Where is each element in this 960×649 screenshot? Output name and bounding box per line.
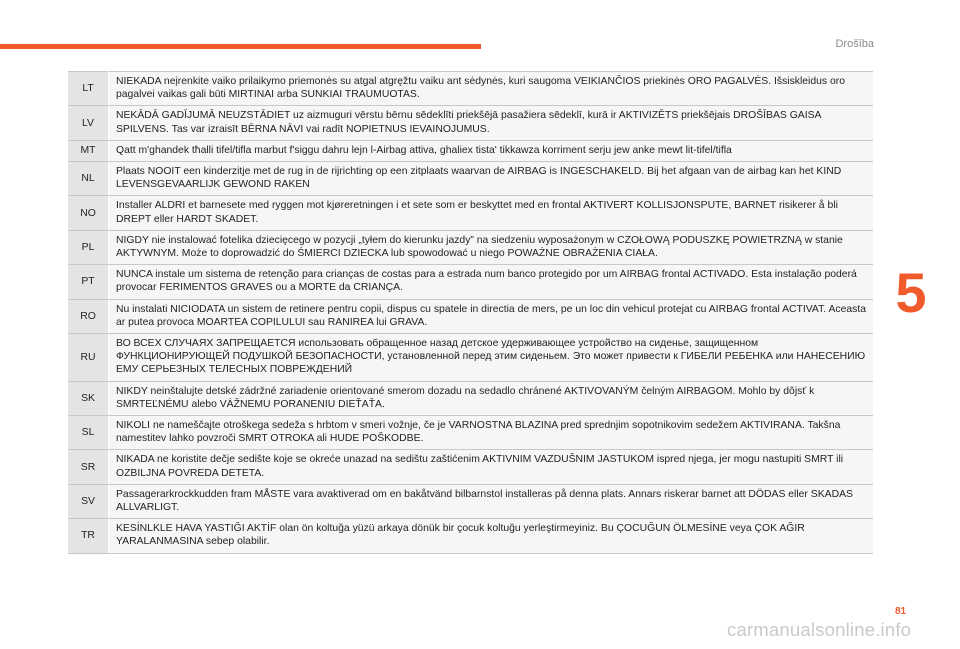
language-code: RO — [68, 299, 109, 333]
header-accent-bar — [0, 44, 481, 49]
warning-text: Plaats NOOIT een kinderzitje met de rug in de rijrichting op een zitplaats waarvan de AIRBAG is INGESCHAKELD. Bij het afgaan van de airbag kan het KIND LEVENSGEVAARLIJK GEWOND RAKEN — [109, 162, 874, 196]
table-row — [68, 72, 873, 106]
table-row — [68, 106, 873, 140]
language-code: SR — [68, 450, 109, 484]
warning-text: ВО ВСЕХ СЛУЧАЯХ ЗАПРЕЩАЕТСЯ использовать обращенное назад детское удерживающее устройство на сиденье, защищенном ФУНКЦИОНИРУЮЩЕЙ ПОДУШКОЙ БЕЗОПАСНОСТИ, установленной перед этим сиденьем. Это может привести к ГИБЕЛИ РЕБЕНКА или НАНЕСЕНИЮ ЕМУ СЕРЬЕЗНЫХ ТЕЛЕСНЫХ ПОВРЕЖДЕНИЙ — [109, 334, 874, 382]
table-row — [68, 450, 873, 484]
table-row — [68, 265, 873, 299]
table-row — [68, 381, 873, 415]
warning-text: NIKDY neinštalujte detské zádržné zariadenie orientované smerom dozadu na sedadlo chránené AKTIVOVANÝM čelným AIRBAGOM. Mohlo by dôjsť k SMRTEĽNÉMU alebo VÁŽNEMU PORANENIU DIEŤAŤA. — [109, 381, 874, 415]
language-code: LV — [68, 106, 109, 140]
warning-text: NIKADA ne koristite dečje sedište koje se okreće unazad na sedištu zaštićenim AKTIVNIM VAZDUŠNIM JASTUKOM ispred njega, jer mogu nastupiti SMRT ili OZBILJNA POVREDA DETETA. — [109, 450, 874, 484]
language-code: NO — [68, 196, 109, 230]
table-row — [68, 416, 873, 450]
language-code: RU — [68, 334, 109, 382]
warning-table-body — [68, 72, 873, 554]
language-code: PT — [68, 265, 109, 299]
table-row — [68, 196, 873, 230]
language-code: TR — [68, 519, 109, 553]
table-row — [68, 230, 873, 264]
table-row — [68, 299, 873, 333]
chapter-number: 5 — [895, 261, 927, 324]
language-code: NL — [68, 162, 109, 196]
warning-text: NIKOLI ne nameščajte otroškega sedeža s hrbtom v smeri vožnje, če je VARNOSTNA BLAZINA pred sprednjim sopotnikovim sedežem AKTIVIRANA. Takšna namestitev lahko povzroči SMRT OTROKA ali HUDE POŠKODBE. — [109, 416, 874, 450]
table-row — [68, 140, 873, 161]
section-title: Drošība — [835, 38, 874, 50]
table-row — [68, 484, 873, 518]
language-code: PL — [68, 230, 109, 264]
warning-text: Nu instalati NICIODATA un sistem de retinere pentru copii, dispus cu spatele in directia de mers, pe un loc din vehicul protejat cu AIRBAG frontal ACTIVAT. Aceasta ar putea provoca MOARTEA COPILULUI sau RANIREA lui GRAVA. — [109, 299, 874, 333]
warning-text: NEKĀDĀ GADĪJUMĀ NEUZSTĀDIET uz aizmuguri vērstu bērnu sēdeklīti priekšējā pasažiera sēdeklī, kurā ir AKTIVIZĒTS priekšējais DROŠĪBAS GAISA SPILVENS. Tas var izraisīt BĒRNA NĀVI vai radīt NOPIETNUS IEVAINOJUMUS. — [109, 106, 874, 140]
page-number: 81 — [895, 606, 907, 617]
language-code: SL — [68, 416, 109, 450]
table-row — [68, 519, 873, 553]
language-code: LT — [68, 72, 109, 106]
watermark: carmanualsonline.info — [727, 619, 912, 640]
airbag-warning-table — [68, 71, 873, 554]
warning-text: NUNCA instale um sistema de retenção para crianças de costas para a estrada num banco protegido por um AIRBAG frontal ACTIVADO. Esta instalação poderá provocar FERIMENTOS GRAVES ou a MORTE da CRIANÇA. — [109, 265, 874, 299]
language-code: SK — [68, 381, 109, 415]
warning-text: Passagerarkrockkudden fram MÅSTE vara avaktiverad om en bakåtvänd bilbarnstol installeras på denna plats. Annars riskerar barnet att DÖDAS eller SKADAS ALLVARLIGT. — [109, 484, 874, 518]
warning-text: NIEKADA neįrenkite vaiko prilaikymo priemonės su atgal atgręžtu vaiku ant sėdynės, kuri saugoma VEIKIANČIOS priekinės ORO PAGALVĖS. Išsiskleidus oro pagalvei vaikas gali būti MIRTINAI arba SUNKIAI TRAUMUOTAS. — [109, 72, 874, 106]
warning-text: NIGDY nie instalować fotelika dziecięcego w pozycji „tyłem do kierunku jazdy” na siedzeniu wyposażonym w CZOŁOWĄ PODUSZKĘ POWIETRZNĄ w stanie AKTYWNYM. Może to doprowadzić do ŚMIERCI DZIECKA lub spowodować u niego POWAŻNE OBRAŻENIA CIAŁA. — [109, 230, 874, 264]
warning-text: Qatt m'ghandek tħalli tifel/tifla marbut f'siggu dahru lejn l-Airbag attiva, ghaliex tista' tikkawza korriment serju jew anke mewt lit-tifel/tifla — [109, 140, 874, 161]
warning-text: Installer ALDRI et barnesete med ryggen mot kjøreretningen i et sete som er beskyttet med en frontal AKTIVERT KOLLISJONSPUTE, BARNET risikerer å bli DREPT eller HARDT SKADET. — [109, 196, 874, 230]
warning-text: KESİNLKLE HAVA YASTIĞI AKTİF olan ön koltuğa yüzü arkaya dönük bir çocuk koltuğu yerleştirmeyiniz. Bu ÇOCUĞUN ÖLMESİNE veya ÇOK AĞIR YARALANMASINA sebep olabilir. — [109, 519, 874, 553]
language-code: MT — [68, 140, 109, 161]
language-code: SV — [68, 484, 109, 518]
table-row — [68, 334, 873, 382]
table-row — [68, 162, 873, 196]
